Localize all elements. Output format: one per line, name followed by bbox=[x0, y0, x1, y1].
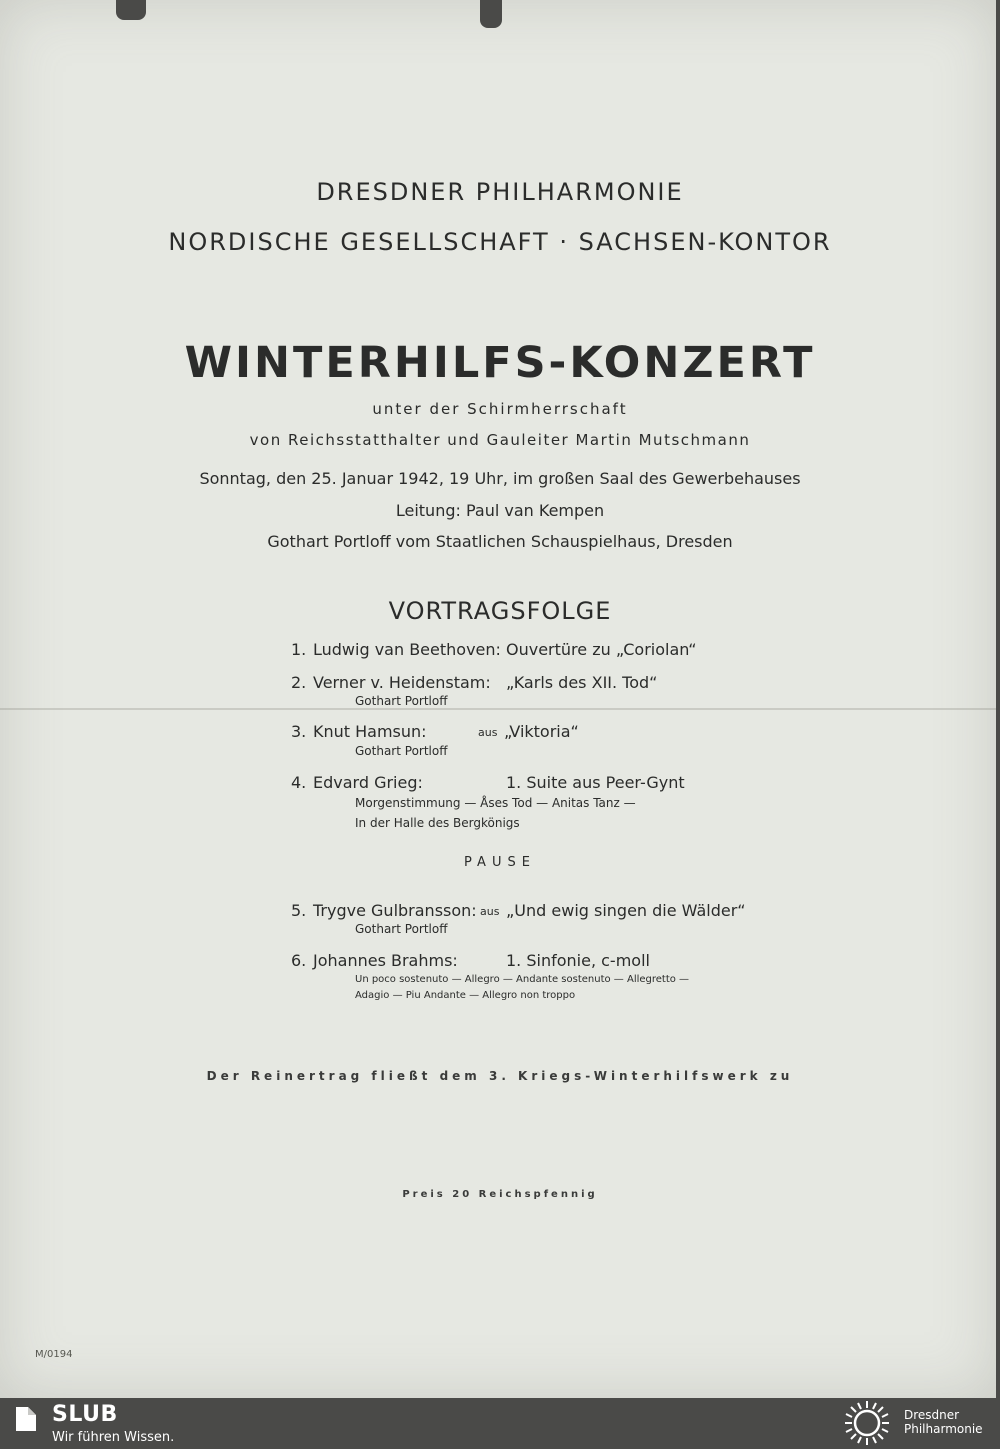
slub-logo-icon bbox=[14, 1405, 38, 1433]
patronage-line-2: von Reichsstatthalter und Gauleiter Martin Mutschmann bbox=[249, 431, 751, 449]
program-item-composer: Trygve Gulbransson: bbox=[313, 901, 477, 920]
price-note: Preis 20 Reichspfennig bbox=[402, 1189, 598, 1200]
program-item-number: 5. bbox=[291, 901, 307, 920]
viewer-footer-bar bbox=[0, 1398, 1000, 1449]
program-item-composer: Verner v. Heidenstam: bbox=[313, 673, 491, 692]
program-item-composer: Knut Hamsun: bbox=[313, 722, 427, 741]
program-item-performer: Gothart Portloff bbox=[355, 744, 448, 758]
program-item-number: 3. bbox=[291, 722, 307, 741]
program-item-detail: In der Halle des Bergkönigs bbox=[355, 816, 520, 830]
proceeds-note: Der Reinertrag fließt dem 3. Kriegs-Winterhilfswerk zu bbox=[206, 1069, 794, 1083]
conductor-line: Leitung: Paul van Kempen bbox=[395, 501, 605, 520]
partner-name[interactable] bbox=[904, 1408, 998, 1436]
intermission-label: PAUSE bbox=[464, 855, 536, 870]
program-item-performer: Gothart Portloff bbox=[355, 694, 448, 708]
shelfmark: M/0194 bbox=[35, 1349, 73, 1360]
date-venue-line: Sonntag, den 25. Januar 1942, 19 Uhr, im großen Saal des Gewerbehauses bbox=[199, 469, 801, 488]
concert-title: WINTERHILFS-KONZERT bbox=[184, 338, 816, 388]
program-item-detail: Adagio — Piu Andante — Allegro non troppo bbox=[355, 990, 576, 1001]
organizer-line-1: DRESDNER PHILHARMONIE bbox=[316, 178, 684, 206]
program-item-detail: Un poco sostenuto — Allegro — Andante sostenuto — Allegretto — bbox=[355, 974, 690, 985]
program-item-work: Ouvertüre zu „Coriolan“ bbox=[506, 640, 697, 659]
organizer-line-2: NORDISCHE GESELLSCHAFT · SACHSEN-KONTOR bbox=[168, 228, 832, 256]
partner-name-line-1: Dresdner bbox=[904, 1408, 960, 1422]
program-item-composer: Johannes Brahms: bbox=[313, 951, 458, 970]
program-item-number: 4. bbox=[291, 773, 307, 792]
library-name[interactable]: SLUB bbox=[52, 1402, 118, 1427]
torn-edge bbox=[480, 0, 502, 28]
program-item-aus: aus bbox=[480, 905, 500, 918]
program-item-aus: aus bbox=[478, 726, 498, 739]
program-item-work: 1. Suite aus Peer-Gynt bbox=[506, 773, 685, 792]
dresdner-philharmonie-logo-icon bbox=[842, 1400, 892, 1446]
patronage-line-1: unter der Schirmherrschaft bbox=[372, 400, 628, 418]
library-slogan: Wir führen Wissen. bbox=[52, 1430, 175, 1445]
program-item-number: 1. bbox=[291, 640, 307, 659]
program-item-composer: Ludwig van Beethoven: bbox=[313, 640, 501, 659]
program-heading: VORTRAGSFOLGE bbox=[388, 597, 612, 625]
program-item-number: 2. bbox=[291, 673, 307, 692]
partner-name-line-2: Philharmonie bbox=[904, 1422, 983, 1436]
program-item-work: „Karls des XII. Tod“ bbox=[506, 673, 658, 692]
paper-fold bbox=[0, 708, 996, 710]
program-item-composer: Edvard Grieg: bbox=[313, 773, 423, 792]
program-item-number: 6. bbox=[291, 951, 307, 970]
guest-performer-line: Gothart Portloff vom Staatlichen Schauspielhaus, Dresden bbox=[267, 532, 733, 551]
program-item-performer: Gothart Portloff bbox=[355, 922, 448, 936]
torn-edge bbox=[116, 0, 146, 20]
program-item-work: „Viktoria“ bbox=[504, 722, 579, 741]
program-item-work: „Und ewig singen die Wälder“ bbox=[506, 901, 746, 920]
program-item-work: 1. Sinfonie, c-moll bbox=[506, 951, 650, 970]
program-item-detail: Morgenstimmung — Åses Tod — Anitas Tanz — bbox=[355, 796, 636, 810]
